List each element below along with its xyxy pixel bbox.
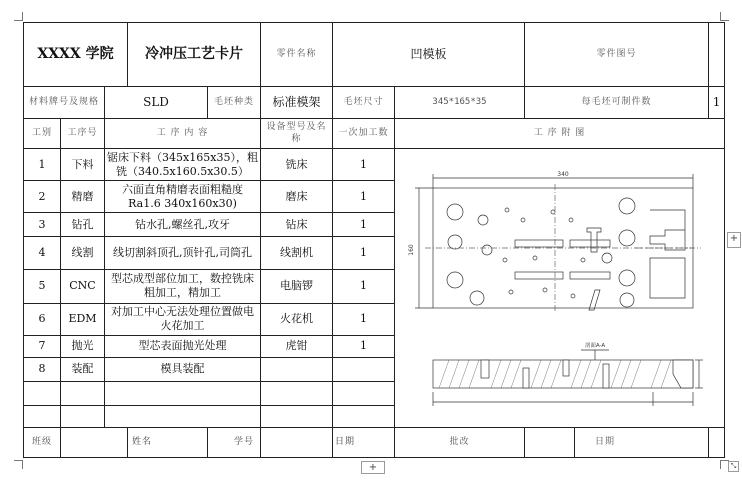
approval-value[interactable] xyxy=(525,427,575,457)
empty-cell[interactable] xyxy=(105,405,261,427)
dim-width-text: 340 xyxy=(557,171,569,179)
material-label[interactable]: 材料牌号及规格 xyxy=(24,87,105,119)
step-no[interactable]: 2 xyxy=(24,181,61,213)
table-row xyxy=(24,149,725,181)
die-plate-drawing xyxy=(395,150,725,426)
blank-type-label[interactable]: 毛坯种类 xyxy=(208,87,261,119)
pieces-value[interactable]: 1 xyxy=(709,87,725,119)
empty-cell[interactable] xyxy=(24,405,61,427)
step-content[interactable]: 对加工中心无法处理位置做电火花加工 xyxy=(105,303,261,335)
blank-type-value[interactable]: 标准模架 xyxy=(261,87,333,119)
crop-mark-bottom-left xyxy=(14,460,23,469)
date2-label[interactable]: 日期 xyxy=(575,427,709,457)
step-no[interactable]: 8 xyxy=(24,357,61,381)
empty-cell[interactable] xyxy=(24,381,61,405)
add-row-button[interactable]: + xyxy=(361,461,385,474)
date2-value[interactable] xyxy=(709,427,725,457)
step-no[interactable]: 4 xyxy=(24,237,61,269)
step-name[interactable]: 抛光 xyxy=(61,335,105,357)
dim-height-text: 160 xyxy=(408,244,415,256)
step-equipment[interactable]: 线割机 xyxy=(261,237,333,269)
step-name[interactable]: EDM xyxy=(61,303,105,335)
crop-mark-top-right xyxy=(720,12,729,21)
school-name[interactable]: XXXX 学院 xyxy=(24,23,128,87)
blank-size-value[interactable]: 345*165*35 xyxy=(395,87,525,119)
step-name[interactable]: CNC xyxy=(61,269,105,303)
step-qty[interactable]: 1 xyxy=(333,303,395,335)
step-name[interactable]: 下料 xyxy=(61,149,105,181)
step-name[interactable]: 钻孔 xyxy=(61,213,105,237)
col-step-name: 工序号 xyxy=(61,119,105,149)
part-drawing-value[interactable] xyxy=(709,23,725,87)
step-equipment[interactable]: 磨床 xyxy=(261,181,333,213)
section-label-text: 剖面A-A xyxy=(584,343,606,350)
col-per-pass: 一次加工数 xyxy=(333,119,395,149)
step-qty[interactable]: 1 xyxy=(333,237,395,269)
empty-cell[interactable] xyxy=(61,381,105,405)
student-id-label[interactable]: 学号 xyxy=(208,427,261,457)
step-content[interactable]: 锯床下料（345x165x35），粗铣（340.5x160.5x30.5） xyxy=(105,149,261,181)
table-resize-handle-icon[interactable]: ⤡ xyxy=(728,461,739,472)
step-equipment[interactable]: 钻床 xyxy=(261,213,333,237)
approval-label[interactable]: 批改 xyxy=(395,427,525,457)
process-card-table xyxy=(23,22,725,458)
empty-cell[interactable] xyxy=(105,381,261,405)
col-figure: 工 序 附 图 xyxy=(395,119,725,149)
step-content[interactable]: 钻水孔,螺丝孔,攻牙 xyxy=(105,213,261,237)
empty-cell[interactable] xyxy=(261,381,333,405)
empty-cell[interactable] xyxy=(61,405,105,427)
step-content[interactable]: 型芯成型部位加工，数控铣床粗加工，精加工 xyxy=(105,269,261,303)
student-id-value[interactable] xyxy=(261,427,333,457)
step-no[interactable]: 1 xyxy=(24,149,61,181)
step-no[interactable]: 6 xyxy=(24,303,61,335)
step-name[interactable]: 装配 xyxy=(61,357,105,381)
step-content[interactable]: 六面直角精磨表面粗糙度Ra1.6 340x160x30) xyxy=(105,181,261,213)
col-equipment: 设备型号及名称 xyxy=(261,119,333,149)
col-content: 工 序 内 容 xyxy=(105,119,261,149)
step-name[interactable]: 线割 xyxy=(61,237,105,269)
part-name-value[interactable]: 凹模板 xyxy=(333,23,525,87)
date-label[interactable]: 日期 xyxy=(333,427,395,457)
step-no[interactable]: 7 xyxy=(24,335,61,357)
step-content[interactable]: 型芯表面抛光处理 xyxy=(105,335,261,357)
step-qty[interactable]: 1 xyxy=(333,149,395,181)
class-label[interactable]: 班级 xyxy=(24,427,61,457)
class-value[interactable] xyxy=(61,427,128,457)
step-qty[interactable]: 1 xyxy=(333,269,395,303)
empty-cell[interactable] xyxy=(333,381,395,405)
step-equipment[interactable]: 火花机 xyxy=(261,303,333,335)
add-column-button[interactable]: + xyxy=(727,232,741,248)
blank-size-label[interactable]: 毛坯尺寸 xyxy=(333,87,395,119)
empty-cell[interactable] xyxy=(333,405,395,427)
step-equipment[interactable]: 电脑锣 xyxy=(261,269,333,303)
step-name[interactable]: 精磨 xyxy=(61,181,105,213)
step-equipment[interactable]: 铣床 xyxy=(261,149,333,181)
step-qty[interactable] xyxy=(333,357,395,381)
process-figure-cell[interactable] xyxy=(395,149,725,428)
pieces-label[interactable]: 每毛坯可制件数 xyxy=(525,87,709,119)
part-name-label[interactable]: 零件名称 xyxy=(261,23,333,87)
name-label[interactable]: 姓名 xyxy=(128,427,208,457)
part-drawing-label[interactable]: 零件图号 xyxy=(525,23,709,87)
step-qty[interactable]: 1 xyxy=(333,181,395,213)
step-content[interactable]: 模具装配 xyxy=(105,357,261,381)
step-qty[interactable]: 1 xyxy=(333,335,395,357)
step-no[interactable]: 3 xyxy=(24,213,61,237)
material-value[interactable]: SLD xyxy=(105,87,208,119)
step-qty[interactable]: 1 xyxy=(333,213,395,237)
step-content[interactable]: 线切割斜顶孔,顶针孔,司筒孔 xyxy=(105,237,261,269)
card-title[interactable]: 冷冲压工艺卡片 xyxy=(128,23,261,87)
step-equipment[interactable]: 虎钳 xyxy=(261,335,333,357)
step-no[interactable]: 5 xyxy=(24,269,61,303)
col-step-no: 工别 xyxy=(24,119,61,149)
crop-mark-top-left xyxy=(14,12,23,21)
empty-cell[interactable] xyxy=(261,405,333,427)
step-equipment[interactable] xyxy=(261,357,333,381)
